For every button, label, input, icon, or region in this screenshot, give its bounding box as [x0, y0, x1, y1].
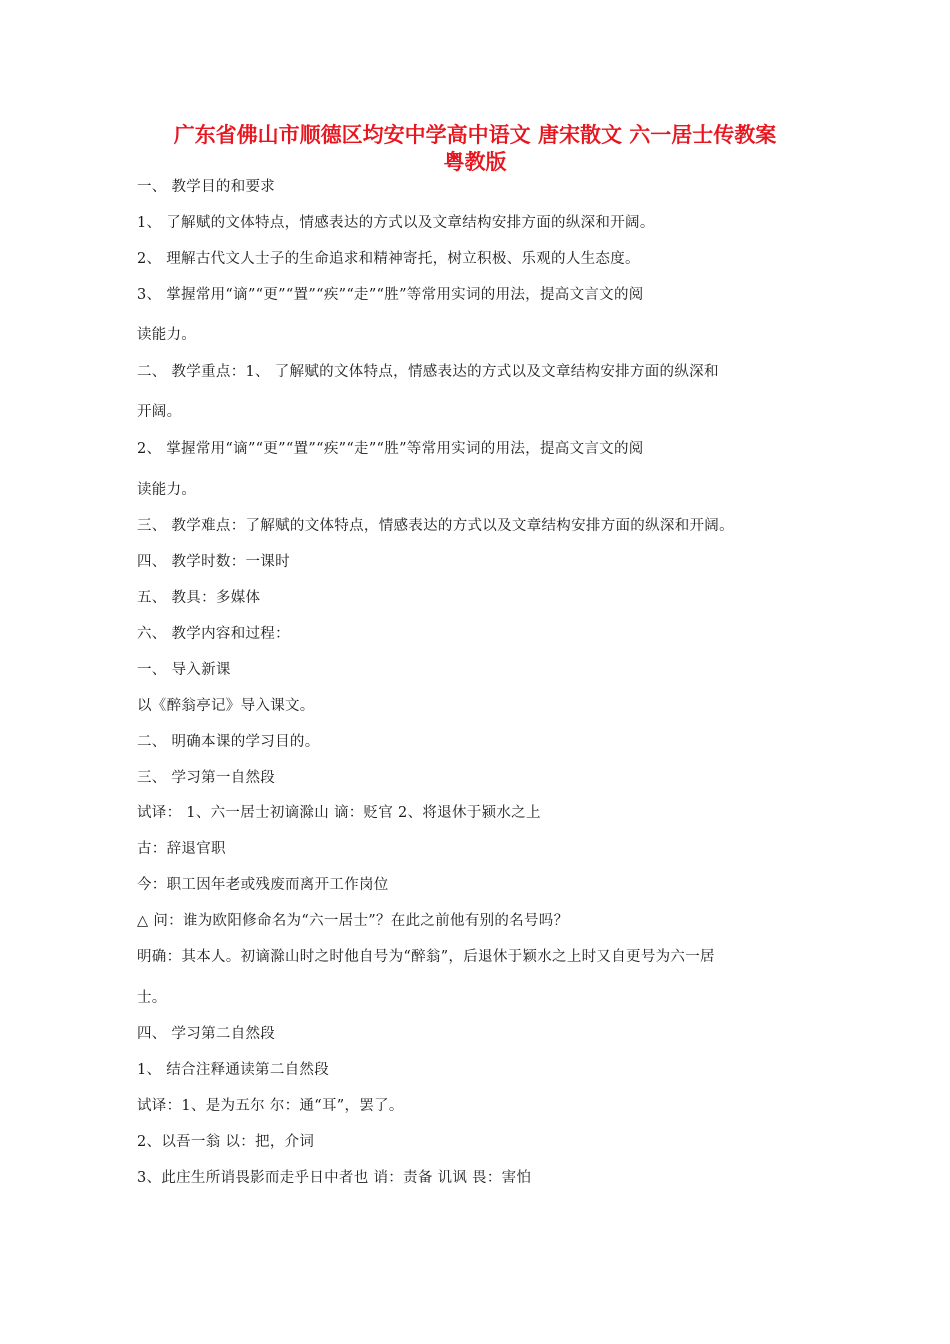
text-line: 六、 教学内容和过程： [137, 626, 290, 642]
text-line: 四、 学习第二自然段 [137, 1026, 276, 1042]
text-line: 古：辞退官职 [137, 841, 226, 857]
text-line: 今：职工因年老或残废而离开工作岗位 [137, 877, 389, 893]
text-line: 士。 [137, 990, 167, 1006]
text-line: 一、 教学目的和要求 [137, 179, 276, 195]
text-line: 试译：1、是为五尔 尔：通“耳”，罢了。 [137, 1098, 404, 1114]
text-line: 2、以吾一翁 以：把，介词 [137, 1134, 315, 1150]
text-line: 三、 教学难点：了解赋的文体特点，情感表达的方式以及文章结构安排方面的纵深和开阔。 [137, 518, 734, 534]
text-line: 3、此庄生所诮畏影而走乎日中者也 诮：责备 讥讽 畏：害怕 [137, 1170, 532, 1186]
text-line: 一、 导入新课 [137, 662, 231, 678]
document-title-line-1: 广东省佛山市顺德区均安中学高中语文 唐宋散文 六一居士传教案 [173, 123, 777, 147]
text-line: 1、 了解赋的文体特点，情感表达的方式以及文章结构安排方面的纵深和开阔。 [137, 215, 655, 231]
text-line: 三、 学习第一自然段 [137, 770, 276, 786]
text-line: 1、 结合注释通读第二自然段 [137, 1062, 330, 1078]
document-title-line-2: 粤教版 [443, 150, 507, 174]
text-line: 二、 教学重点：1、 了解赋的文体特点，情感表达的方式以及文章结构安排方面的纵深和 [137, 364, 719, 380]
text-line: 开阔。 [137, 404, 182, 420]
text-line: 读能力。 [137, 327, 197, 343]
text-line: 五、 教具：多媒体 [137, 590, 261, 606]
text-line: 明确：其本人。初谪滁山时之时他自号为“醉翁”，后退休于颖水之上时又自更号为六一居 [137, 949, 715, 965]
text-line: 以《醉翁亭记》导入课文。 [137, 698, 315, 714]
text-line: 试译： 1、六一居士初谪滁山 谪：贬官 2、将退休于颍水之上 [137, 805, 541, 821]
text-line: 3、 掌握常用“谪”“更”“置”“疾”“走”“胜”等常用实词的用法，提高文言文的阅 [137, 287, 644, 303]
text-line: 四、 教学时数：一课时 [137, 554, 290, 570]
text-line: 读能力。 [137, 482, 197, 498]
text-line: △ 问：谁为欧阳修命名为“六一居士”？在此之前他有别的名号吗？ [137, 913, 569, 929]
text-line: 二、 明确本课的学习目的。 [137, 734, 320, 750]
text-line: 2、 理解古代文人士子的生命追求和精神寄托，树立积极、乐观的人生态度。 [137, 251, 640, 267]
text-line: 2、 掌握常用“谪”“更”“置”“疾”“走”“胜”等常用实词的用法，提高文言文的阅 [137, 441, 644, 457]
